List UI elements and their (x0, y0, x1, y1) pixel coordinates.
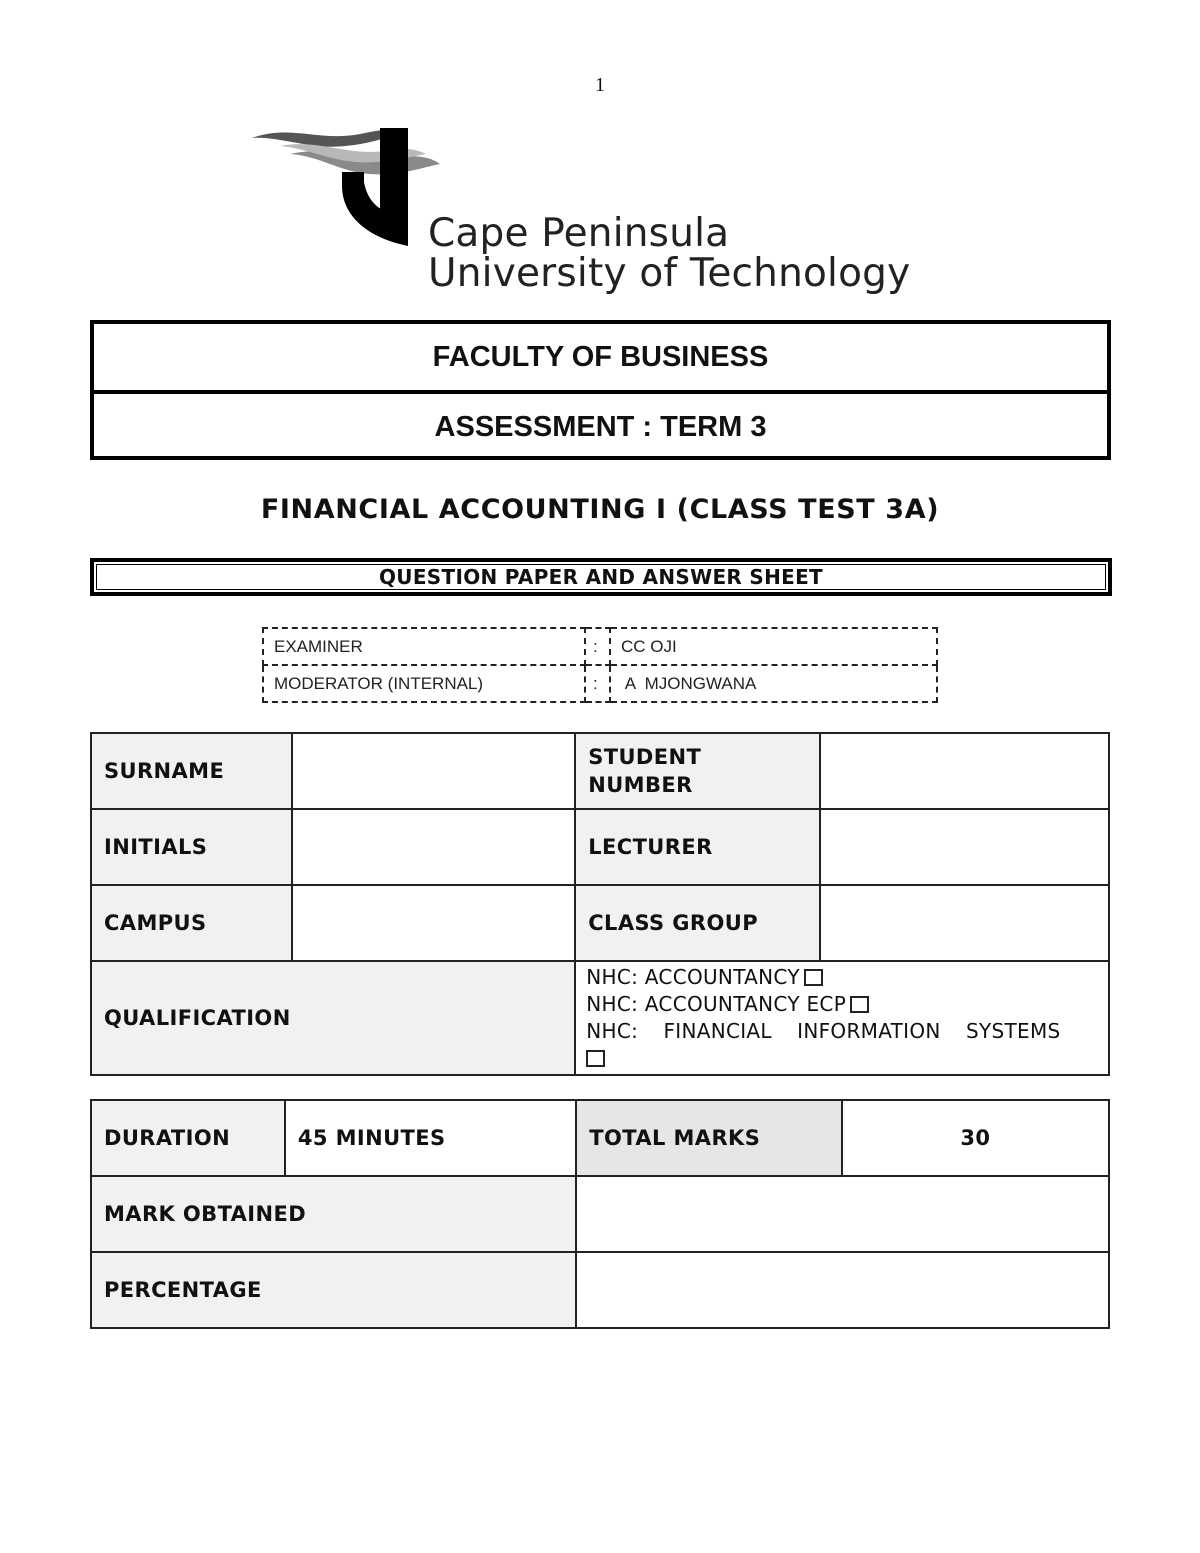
course-title: FINANCIAL ACCOUNTING I (CLASS TEST 3A) (260, 494, 940, 525)
lecturer-label: LECTURER (575, 809, 820, 885)
qualification-option[interactable] (586, 1018, 1098, 1072)
moderator-name: A MJONGWANA (610, 665, 937, 702)
logo-emblem-icon (250, 124, 450, 254)
surname-field[interactable] (292, 733, 576, 809)
surname-label: SURNAME (91, 733, 292, 809)
qualification-option-label: NHC: ACCOUNTANCY ECP (586, 992, 847, 1016)
moderator-row (263, 665, 937, 702)
percentage-field[interactable] (576, 1252, 1109, 1328)
paper-type-label: QUESTION PAPER AND ANSWER SHEET (96, 564, 1106, 590)
qualification-option[interactable] (586, 991, 1098, 1018)
checkbox-icon[interactable] (850, 996, 869, 1013)
qualification-label: QUALIFICATION (91, 961, 575, 1075)
student-number-label: STUDENT NUMBER (575, 733, 820, 809)
qualification-list (586, 964, 1098, 1072)
qualification-option[interactable] (586, 964, 1098, 991)
percentage-label: PERCENTAGE (91, 1252, 576, 1328)
paper-type-box (90, 558, 1112, 596)
qualification-option-label: NHC: ACCOUNTANCY (586, 965, 800, 989)
mark-obtained-label: MARK OBTAINED (91, 1176, 576, 1252)
class-group-label: CLASS GROUP (575, 885, 820, 961)
duration-label: DURATION (91, 1100, 285, 1176)
faculty-header-box (90, 320, 1111, 460)
table-row (91, 733, 1109, 809)
examiner-separator: : (585, 628, 610, 665)
page-number: 1 (595, 74, 605, 96)
lecturer-field[interactable] (820, 809, 1109, 885)
total-marks-label: TOTAL MARKS (576, 1100, 841, 1176)
initials-field[interactable] (292, 809, 576, 885)
class-group-field[interactable] (820, 885, 1109, 961)
university-logo (250, 124, 970, 304)
examiner-name: CC OJI (610, 628, 937, 665)
marks-table (90, 1099, 1110, 1329)
table-row (91, 961, 1109, 1075)
table-row (91, 1100, 1109, 1176)
campus-field[interactable] (292, 885, 576, 961)
assessment-term: ASSESSMENT : TERM 3 (94, 390, 1107, 460)
moderator-separator: : (585, 665, 610, 702)
table-row (91, 1252, 1109, 1328)
total-marks-value: 30 (842, 1100, 1109, 1176)
student-number-field[interactable] (820, 733, 1109, 809)
campus-label: CAMPUS (91, 885, 292, 961)
logo-line-2: University of Technology (428, 251, 911, 296)
examiner-row (263, 628, 937, 665)
examiner-role: EXAMINER (263, 628, 585, 665)
faculty-title: FACULTY OF BUSINESS (432, 340, 769, 373)
logo-line-1: Cape Peninsula (428, 211, 730, 256)
student-info-table (90, 732, 1110, 1076)
moderator-role: MODERATOR (INTERNAL) (263, 665, 585, 702)
checkbox-icon[interactable] (586, 1050, 605, 1067)
table-row (91, 885, 1109, 961)
mark-obtained-field[interactable] (576, 1176, 1109, 1252)
initials-label: INITIALS (91, 809, 292, 885)
duration-value: 45 MINUTES (285, 1100, 576, 1176)
qualification-options (575, 961, 1109, 1075)
examiner-table (262, 627, 938, 703)
table-row (91, 1176, 1109, 1252)
qualification-option-label: NHC: FINANCIAL INFORMATION SYSTEMS (586, 1019, 1061, 1043)
table-row (91, 809, 1109, 885)
checkbox-icon[interactable] (804, 969, 823, 986)
